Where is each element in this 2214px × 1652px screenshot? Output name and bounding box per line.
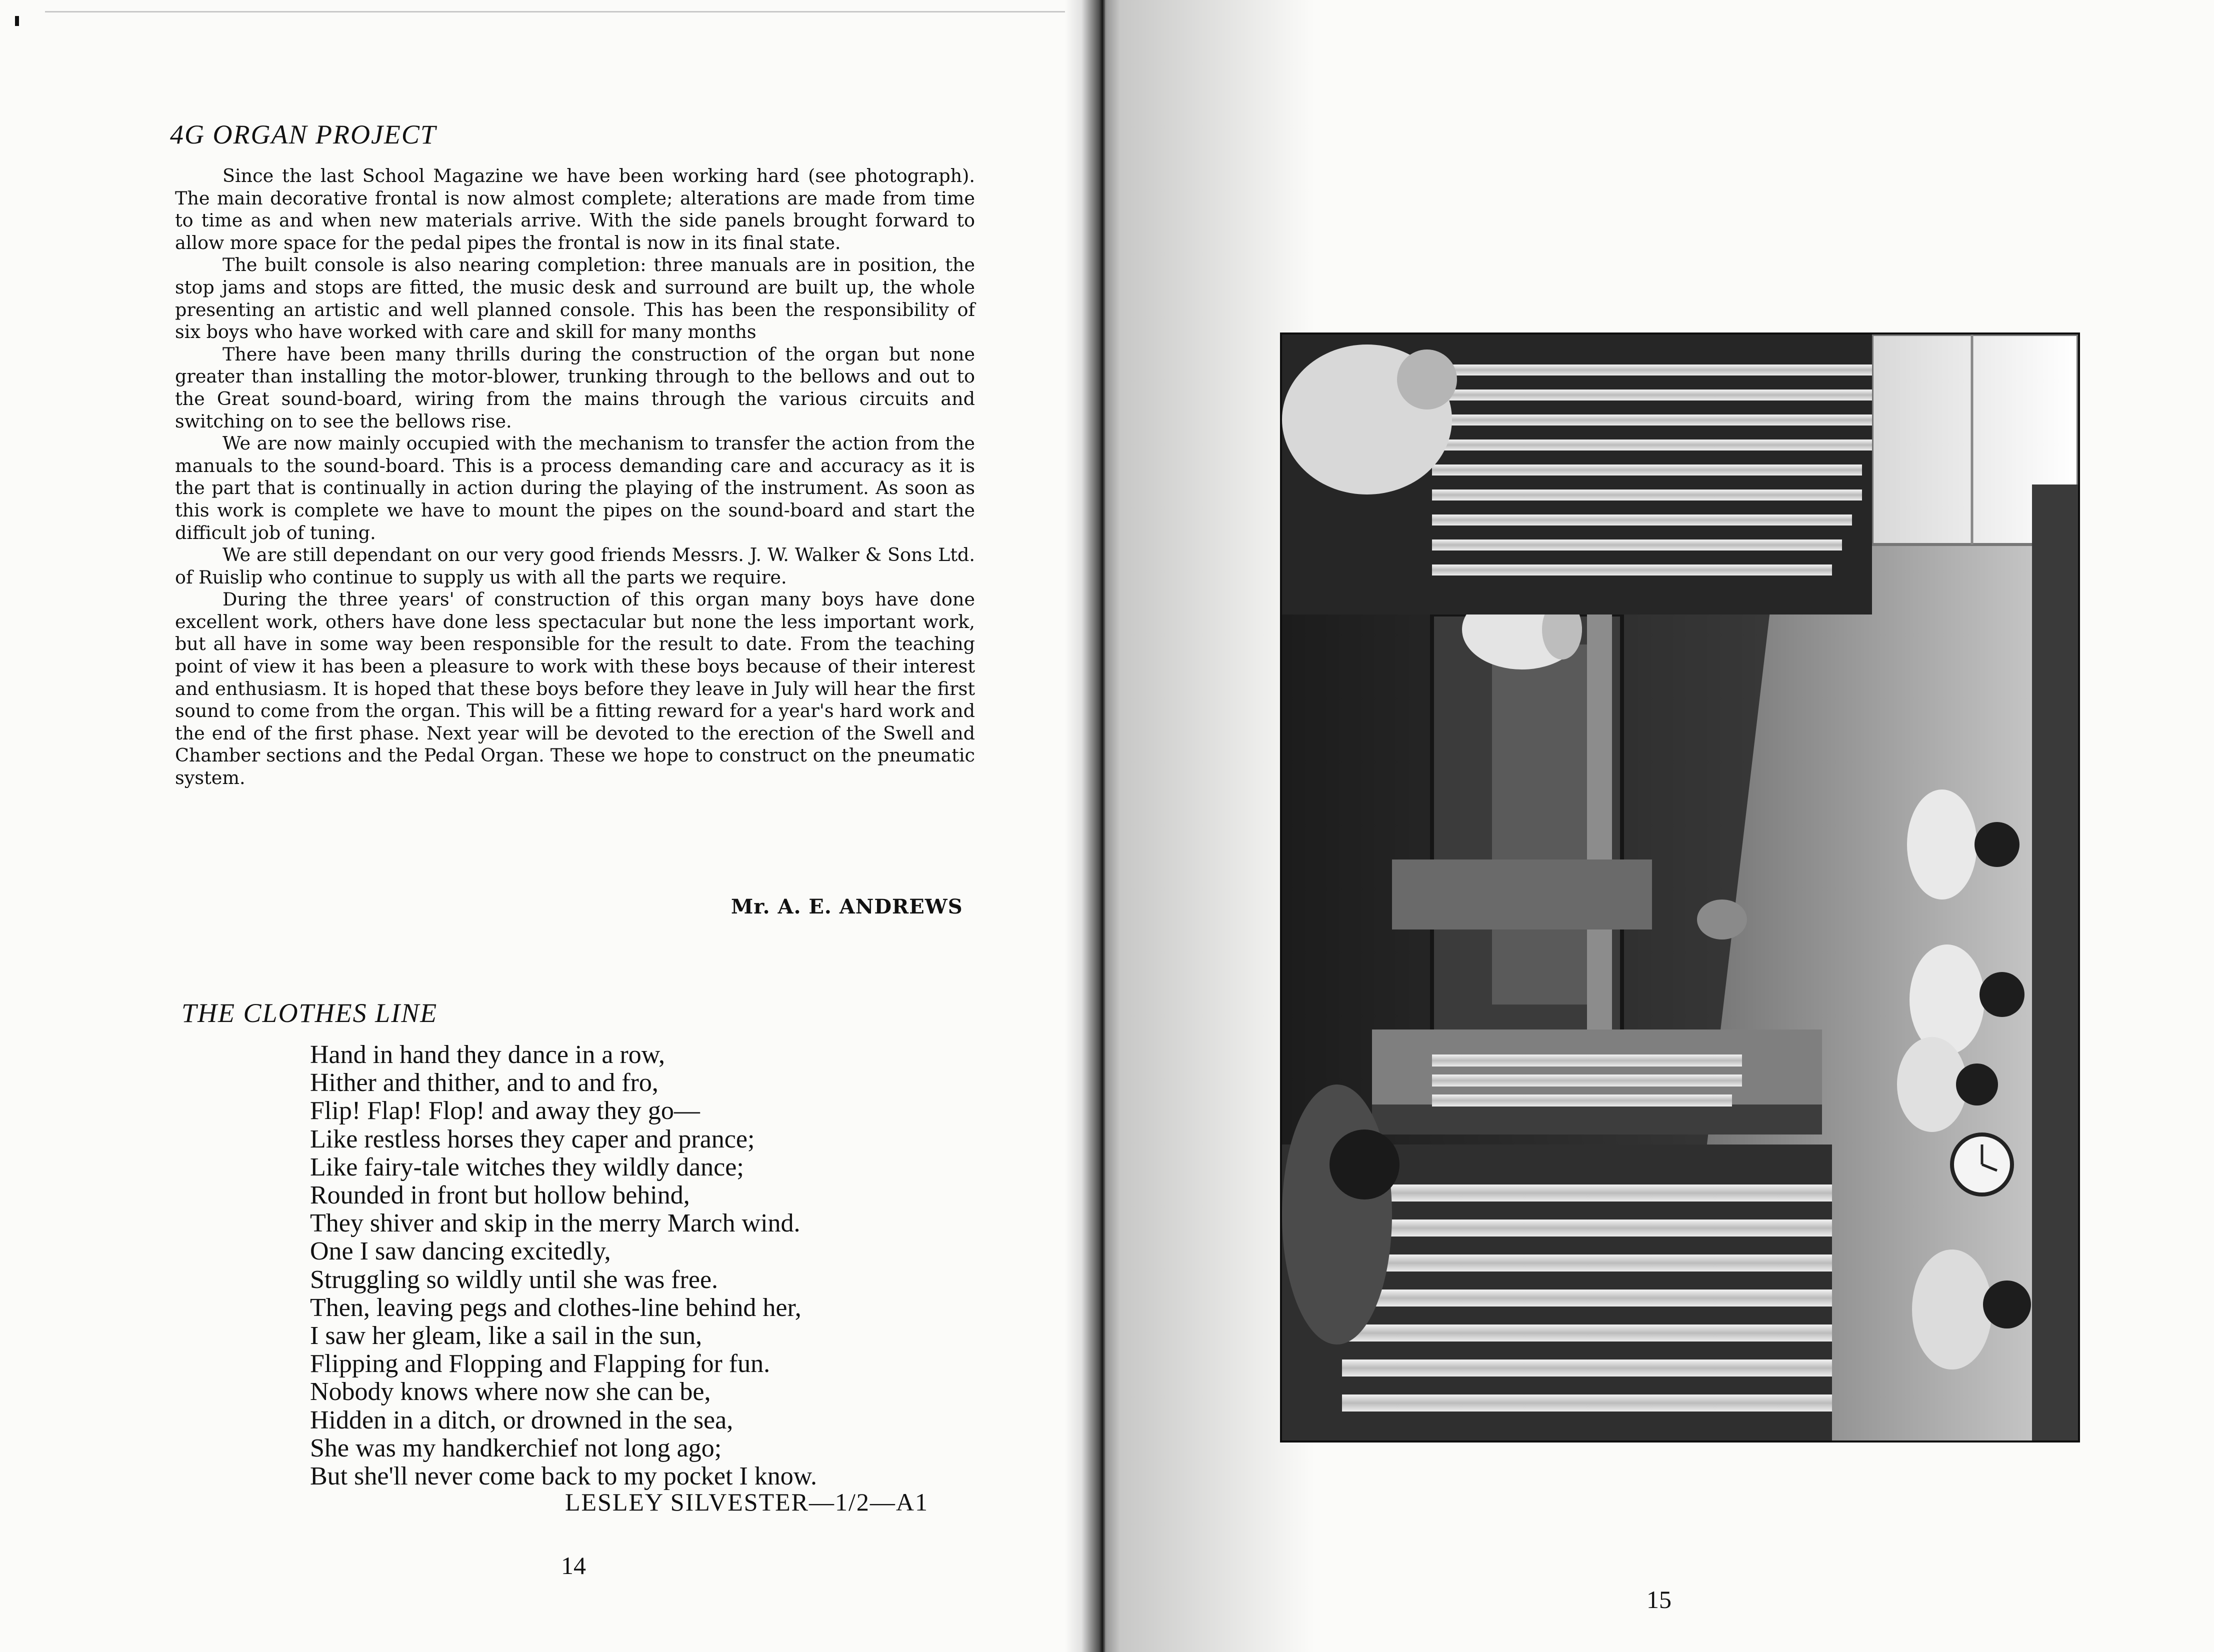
organ-project-article	[175, 165, 975, 790]
poem-line: Like restless horses they caper and prance;	[310, 1124, 755, 1154]
poem-line: Rounded in front but hollow behind,	[310, 1181, 690, 1210]
photograph-illustration	[1282, 334, 2078, 1440]
poem-author: LESLEY SILVESTER—1/2—A1	[565, 1488, 929, 1516]
article-author: Mr. A. E. ANDREWS	[731, 895, 963, 918]
page-number-left: 14	[561, 1552, 586, 1580]
poem-line: Nobody knows where now she can be,	[310, 1378, 711, 1406]
poem-line: They shiver and skip in the merry March wind.	[310, 1209, 800, 1238]
article-paragraph-5: We are still dependant on our very good friends Messrs. J. W. Walker & Sons Ltd. of Ruislip who continue to supply us with all the parts we require.	[175, 544, 975, 588]
clothes-line-heading: THE CLOTHES LINE	[182, 998, 438, 1028]
poem-line: Flip! Flap! Flop! and away they go—	[310, 1096, 700, 1126]
article-paragraph-3: There have been many thrills during the construction of the organ but none greater than installing the motor-blower, trunking through to the bellows and out to the Great sound-board, wiring from the mains through the various circuits and switching on to see the bellows rise.	[175, 343, 975, 432]
page-number-right: 15	[1646, 1586, 1672, 1614]
poem-line: I saw her gleam, like a sail in the sun,	[310, 1322, 702, 1350]
poem-line: But she'll never come back to my pocket I know.	[310, 1462, 817, 1491]
organ-project-heading: 4G ORGAN PROJECT	[170, 120, 436, 150]
poem-line: Hand in hand they dance in a row,	[310, 1040, 665, 1069]
poem-line: Flipping and Flopping and Flapping for fun.	[310, 1350, 770, 1378]
poem-line: Hidden in a ditch, or drowned in the sea,	[310, 1406, 734, 1434]
article-paragraph-6: During the three years' of construction of this organ many boys have done excellent work, others have done less spectacular but none the less important work, but all have in some way been responsible for the result to date. From the teaching point of view it has been a pleasure to work with these boys because of their interest and enthusiasm. It is hoped that these boys before they leave in July will hear the first sound to come from the organ. This will be a fitting reward for a year's hard work and the end of the first phase. Next year will be devoted to the erection of the Swell and Chamber sections and the Pedal Organ. These we hope to construct on the pneumatic system.	[175, 588, 975, 789]
poem-line: Hither and thither, and to and fro,	[310, 1068, 658, 1098]
organ-workshop-photograph	[1280, 332, 2080, 1442]
poem-line: Like fairy-tale witches they wildly dance;	[310, 1152, 744, 1182]
top-edge-rule	[45, 11, 1065, 12]
corner-mark	[15, 16, 19, 26]
article-paragraph-1: Since the last School Magazine we have been working hard (see photograph). The main decorative frontal is now almost complete; alterations are made from time to time as and when new materials arrive. With the side panels brought forward to allow more space for the pedal pipes the frontal is now in its final state.	[175, 165, 975, 254]
article-paragraph-2: The built console is also nearing completion: three manuals are in position, the stop jams and stops are fitted, the music desk and surround are built up, the whole presenting an artistic and well planned console. This has been the responsibility of six boys who have worked with care and skill for many months	[175, 254, 975, 343]
poem-line: One I saw dancing excitedly,	[310, 1237, 611, 1266]
clothes-line-poem	[310, 1041, 817, 1490]
poem-line: She was my handkerchief not long ago;	[310, 1434, 722, 1462]
poem-line: Struggling so wildly until she was free.	[310, 1265, 718, 1294]
poem-line: Then, leaving pegs and clothes-line behind her,	[310, 1293, 802, 1322]
article-paragraph-4: We are now mainly occupied with the mechanism to transfer the action from the manuals to the sound-board. This is a process demanding care and accuracy as it is the part that is continually in action during the playing of the instrument. As soon as this work is complete we have to mount the pipes on the sound-board and start the difficult job of tuning.	[175, 432, 975, 544]
